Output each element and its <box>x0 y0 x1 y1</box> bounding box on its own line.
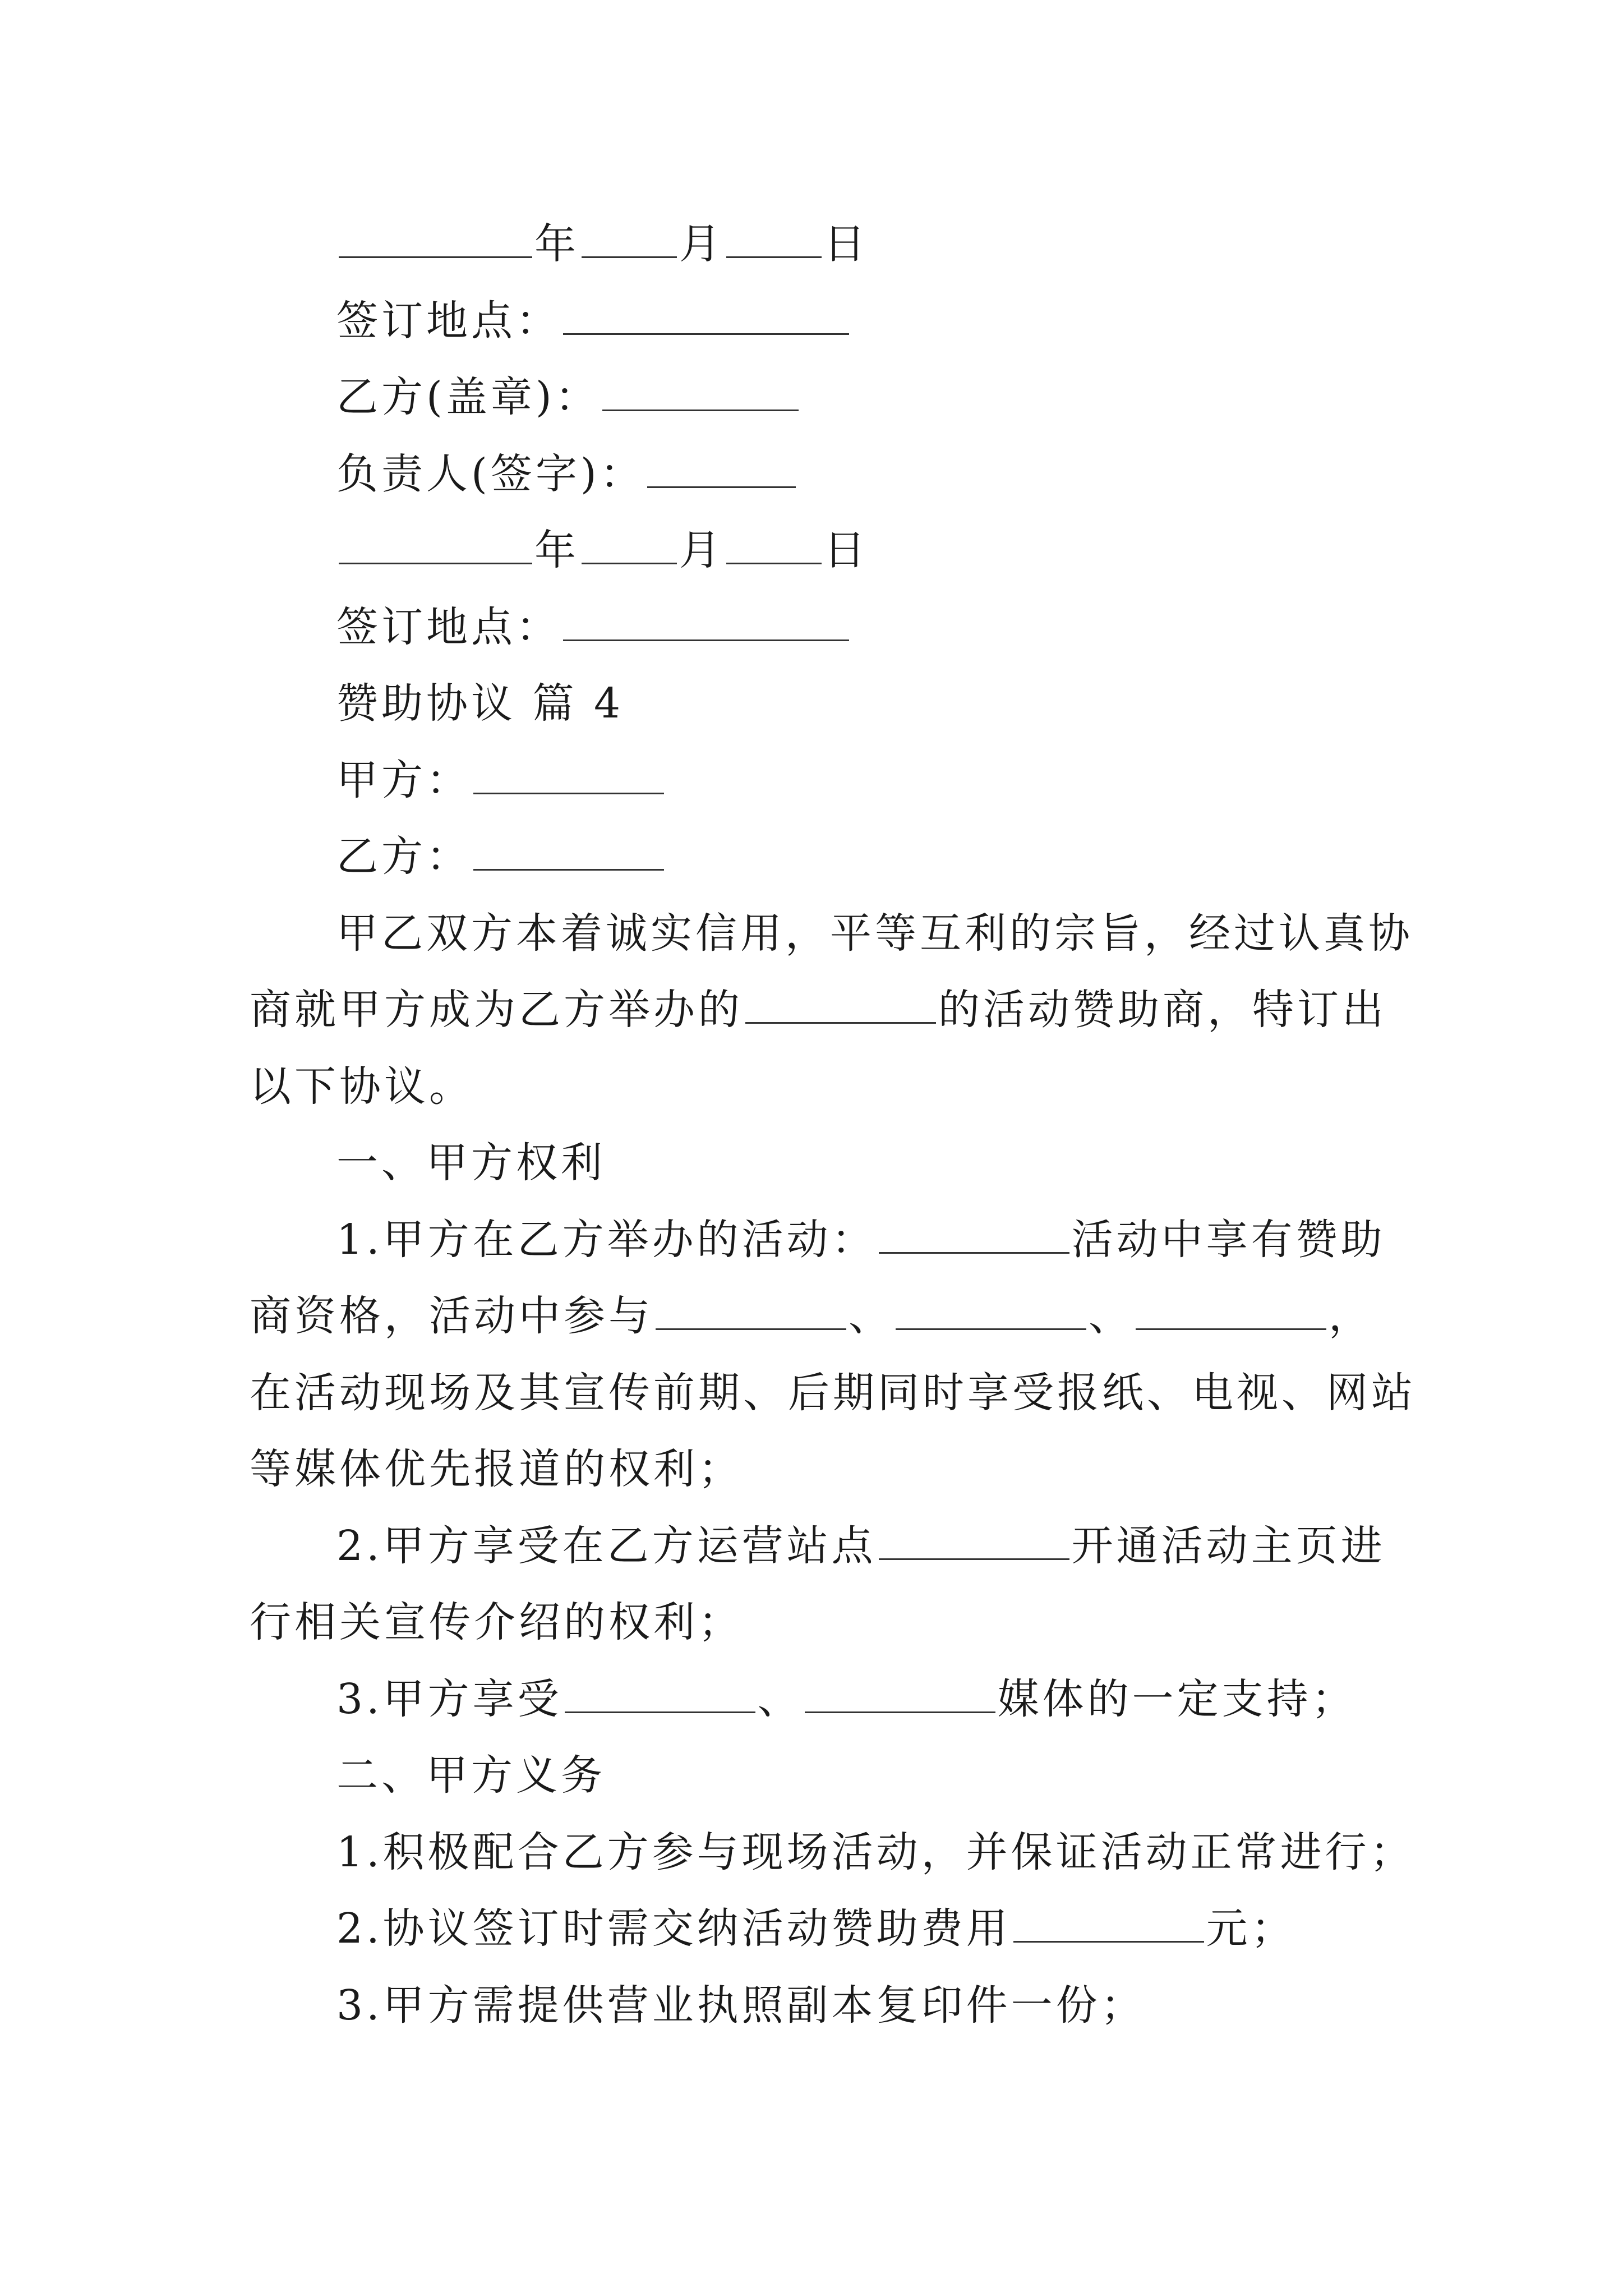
fill-in-blank <box>339 527 532 564</box>
document-line <box>336 1747 606 1803</box>
line-text: 2.协议签订时需交纳活动赞助费用 <box>336 1904 1011 1953</box>
fill-in-blank <box>473 757 664 794</box>
fill-in-blank <box>805 1676 995 1713</box>
fill-in-blank <box>726 220 822 258</box>
document-line <box>336 1824 1415 1880</box>
fill-in-blank <box>565 1676 755 1713</box>
line-text: 日 <box>824 220 869 268</box>
line-text: 行相关宣传介绍的权利； <box>250 1598 743 1646</box>
fill-in-blank <box>1013 1905 1204 1943</box>
document-line <box>250 1288 1373 1344</box>
line-text: 商就甲方成为乙方举办的 <box>250 986 743 1034</box>
fill-in-blank <box>339 220 532 258</box>
fill-in-blank <box>473 833 664 871</box>
line-text: 负责人(签字)： <box>336 450 645 498</box>
document-line <box>336 293 851 349</box>
fill-in-blank <box>726 527 822 564</box>
line-text: 月 <box>679 526 724 574</box>
fill-in-blank <box>745 986 936 1024</box>
line-text: 月 <box>679 220 724 268</box>
line-text: ， <box>1329 1292 1373 1340</box>
document-line <box>250 1441 743 1497</box>
document-line <box>336 369 801 425</box>
line-text: 乙方： <box>336 832 471 881</box>
document-line <box>336 1671 1357 1727</box>
document-line <box>336 216 869 272</box>
document-line <box>336 1135 606 1191</box>
line-text: 甲乙双方本着诚实信用，平等互利的宗旨，经过认真协 <box>336 909 1413 958</box>
line-text: 以下协议。 <box>250 1062 474 1111</box>
line-text: 日 <box>824 526 869 574</box>
document-line <box>336 1977 1146 2033</box>
line-text: 赞助协议 篇 4 <box>336 679 624 728</box>
document-line <box>250 1059 474 1115</box>
line-text: 1.甲方在乙方举办的活动： <box>336 1216 877 1264</box>
document-line <box>336 905 1413 961</box>
line-text: 3.甲方需提供营业执照副本复印件一份； <box>336 1981 1146 2030</box>
line-text: 开通活动主页进 <box>1071 1522 1386 1570</box>
fill-in-blank <box>602 374 799 411</box>
line-text: 等媒体优先报道的权利； <box>250 1445 743 1493</box>
line-text: 二、甲方义务 <box>336 1751 606 1800</box>
line-text: 签订地点： <box>336 603 561 651</box>
fill-in-blank <box>582 220 677 258</box>
fill-in-blank <box>647 450 796 488</box>
line-text: 、 <box>849 1292 893 1340</box>
document-line <box>336 675 624 731</box>
document-line <box>336 1518 1386 1574</box>
line-text: 2.甲方享受在乙方运营站点 <box>336 1522 877 1570</box>
line-text: 的活动赞助商，特订出 <box>938 986 1387 1034</box>
line-text: 、 <box>1089 1292 1133 1340</box>
document-line <box>336 1212 1386 1268</box>
document-line <box>336 446 798 502</box>
line-text: 签订地点： <box>336 297 561 345</box>
line-text: 1.积极配合乙方参与现场活动，并保证活动正常进行； <box>336 1828 1415 1876</box>
fill-in-blank <box>879 1216 1069 1254</box>
line-text: 在活动现场及其宣传前期、后期同时享受报纸、电视、网站 <box>250 1369 1416 1417</box>
document-line <box>250 1594 743 1650</box>
line-text: 3.甲方享受 <box>336 1675 562 1723</box>
document-line <box>336 752 666 808</box>
fill-in-blank <box>656 1292 846 1330</box>
fill-in-blank <box>896 1292 1086 1330</box>
document-line <box>250 982 1387 1038</box>
line-text: 活动中享有赞助 <box>1071 1216 1386 1264</box>
line-text: 乙方(盖章)： <box>336 373 600 421</box>
line-text: 一、甲方权利 <box>336 1139 606 1187</box>
document-line <box>250 1365 1416 1421</box>
line-text: 年 <box>534 220 579 268</box>
fill-in-blank <box>563 604 849 641</box>
fill-in-blank <box>563 297 849 335</box>
line-text: 年 <box>534 526 579 574</box>
line-text: 媒体的一定支持； <box>997 1675 1357 1723</box>
fill-in-blank <box>582 527 677 564</box>
document-line <box>336 522 869 578</box>
document-line <box>336 829 666 885</box>
line-text: 商资格，活动中参与 <box>250 1292 653 1340</box>
fill-in-blank <box>879 1522 1069 1560</box>
line-text: 、 <box>757 1675 803 1723</box>
fill-in-blank <box>1136 1292 1326 1330</box>
document-line <box>336 599 851 655</box>
document-line <box>336 1901 1296 1957</box>
line-text: 元； <box>1206 1904 1296 1953</box>
line-text: 甲方： <box>336 756 471 804</box>
